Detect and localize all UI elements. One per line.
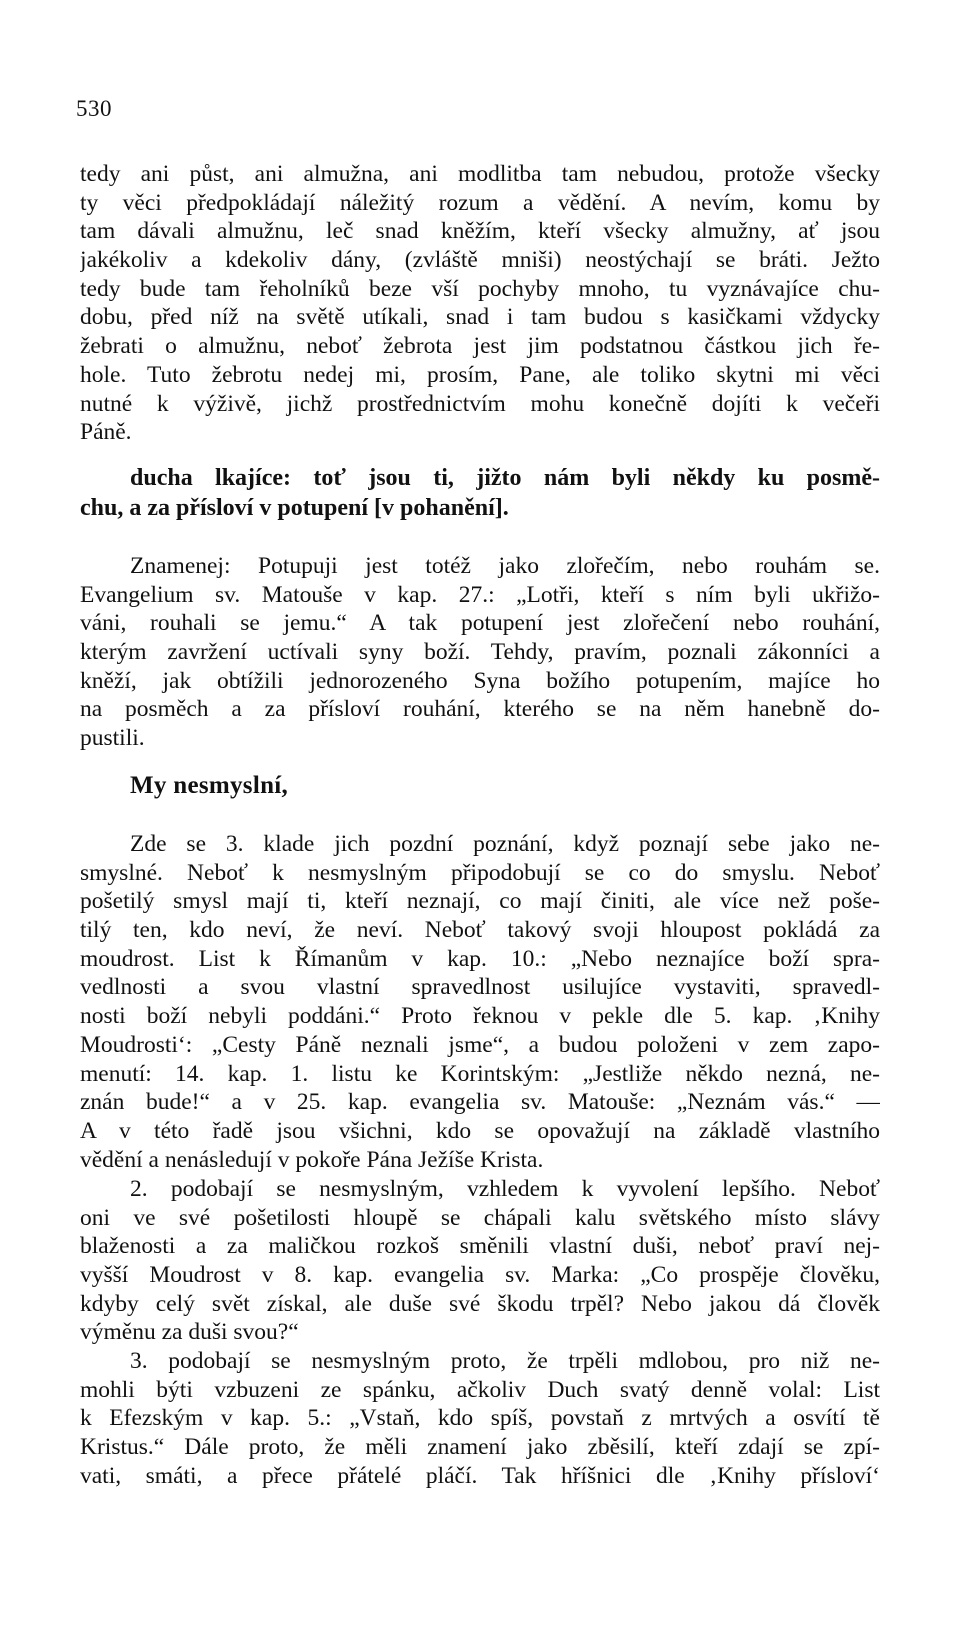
page-number: 530 — [76, 96, 112, 121]
text-line: Páně. — [80, 419, 132, 446]
text-line: kdyby celý svět získal, ale duše své škodu trpěl? Nebo jakou dá člověk — [80, 1290, 880, 1317]
text-line: hole. Tuto žebrotu nedej mi, prosím, Pane, ale toliko skytni mi věci — [80, 361, 880, 388]
text-line: vědění a nenásledují v pokoře Pána Ježíše Krista. — [80, 1146, 544, 1173]
text-line: Evangelium sv. Matouše v kap. 27.: „Lotři, kteří s ním byli ukřižo- — [80, 581, 880, 608]
text-line: A v této řadě jsou všichni, kdo se opovažují na základě vlastního — [80, 1117, 880, 1144]
bold-scripture — [80, 463, 880, 523]
text-line: tedy bude tam řeholníků beze vší pochyby mnoho, tu vyznávajíce chu- — [80, 275, 880, 302]
text-line: smyslné. Neboť k nesmyslným připodobují se co do smyslu. Neboť — [80, 859, 880, 886]
text-line: jakékoliv a kdekoliv dány, (zvláště mniši) neostýchají se bráti. Ježto — [80, 247, 880, 274]
text-line: nutné k výživě, jichž prostřednictvím mohu konečně dojíti k večeři — [80, 390, 880, 417]
text-line: ty věci předpokládají náležitý rozum a vědění. A nevím, komu by — [80, 189, 880, 216]
text-line: vati, smáti, a přece přátelé pláčí. Tak hříšnici dle ‚Knihy přísloví‘ — [80, 1462, 880, 1489]
paragraph-1 — [80, 160, 880, 447]
text-line: žebrati o almužnu, neboť žebrota jest jim podstatnou částkou jich ře- — [80, 333, 880, 360]
text-line: tilý ten, kdo neví, že neví. Neboť takový svoji hloupost pokládá za — [80, 917, 880, 944]
text-line: nosti boží nebyli poddáni.“ Proto řeknou v pekle dle 5. kap. ‚Knihy — [80, 1003, 880, 1030]
text-line: na posměch a za přísloví rouhání, kterého se na něm hanebně do- — [80, 696, 880, 723]
text-line: menutí: 14. kap. 1. listu ke Korintským: „Jestliže někdo nezná, ne- — [80, 1060, 880, 1087]
text-line: mohli býti vzbuzeni ze spánku, ačkoliv Duch svatý denně volal: List — [80, 1376, 880, 1403]
text-line: oni ve své pošetilosti hloupě se chápali kalu světského místo slávy — [80, 1204, 880, 1231]
text-line: vedlnosti a svou vlastní spravedlnost usilujíce vystaviti, spravedl- — [80, 974, 880, 1001]
text-line: Zde se 3. klade jich pozdní poznání, když poznají sebe jako ne- — [130, 831, 880, 857]
text-line: znán bude!“ a v 25. kap. evangelia sv. Matouše: „Neznám vás.“ — — [80, 1089, 880, 1116]
section-heading: My nesmyslní, — [130, 772, 289, 799]
bold-text-line: ducha lkajíce: toť jsou ti, jižto nám byli někdy ku posmě- — [130, 465, 880, 491]
text-line: pustili. — [80, 725, 145, 752]
bold-text-line: chu, a za přísloví v potupení [v pohanění]. — [80, 495, 509, 521]
paragraph-2 — [80, 552, 880, 753]
text-line: kterým zavržení uctívali syny boží. Tehdy, pravím, poznali zákonníci a — [80, 639, 880, 666]
text-line: k Efezským v kap. 5.: „Vstaň, kdo spíš, povstaň z mrtvých a osvítí tě — [80, 1405, 880, 1432]
text-line: moudrost. List k Římanům v kap. 10.: „Nebo neznajíce boží spra- — [80, 945, 880, 972]
text-line: vyšší Moudrost v 8. kap. evangelia sv. Marka: „Co prospěje člověku, — [80, 1262, 880, 1289]
text-line: Kristus.“ Dále proto, že měli znamení jako zběsilí, kteří zdají se zpí- — [80, 1434, 880, 1461]
paragraph-4 — [80, 1175, 880, 1347]
text-line: 2. podobají se nesmyslným, vzhledem k vyvolení lepšího. Neboť — [130, 1176, 880, 1202]
text-line: tam dávali almužnu, leč snad kněžím, kteří všecky almužny, ať jsou — [80, 218, 880, 245]
text-line: váni, rouhali se jemu.“ A tak potupení jest zlořečení nebo rouhání, — [80, 610, 880, 637]
text-line: blaženosti a za maličkou rozkoš směnili vlastní duši, neboť praví nej- — [80, 1233, 880, 1260]
text-line: Znamenej: Potupuji jest totéž jako zlořečím, nebo rouhám se. — [130, 553, 880, 579]
text-line: Moudrosti‘: „Cesty Páně neznali jsme“, a budou položeni v zem zapo- — [80, 1031, 880, 1058]
text-line: výměnu za duši svou?“ — [80, 1319, 299, 1346]
paragraph-5 — [80, 1347, 880, 1490]
text-line: tedy ani půst, ani almužna, ani modlitba tam nebudou, protože všecky — [80, 161, 880, 187]
text-line: 3. podobají se nesmyslným proto, že trpěli mdlobou, pro niž ne- — [130, 1348, 880, 1374]
text-line: dobu, před níž na světě utíkali, snad i tam budou s kasičkami vždycky — [80, 304, 880, 331]
text-line: pošetilý smysl mají ti, kteří neznají, co mají činiti, ale více než poše- — [80, 888, 880, 915]
text-line: kněží, jak obtížili jednorozeného Syna božího potupením, majíce ho — [80, 667, 880, 694]
paragraph-3 — [80, 830, 880, 1174]
